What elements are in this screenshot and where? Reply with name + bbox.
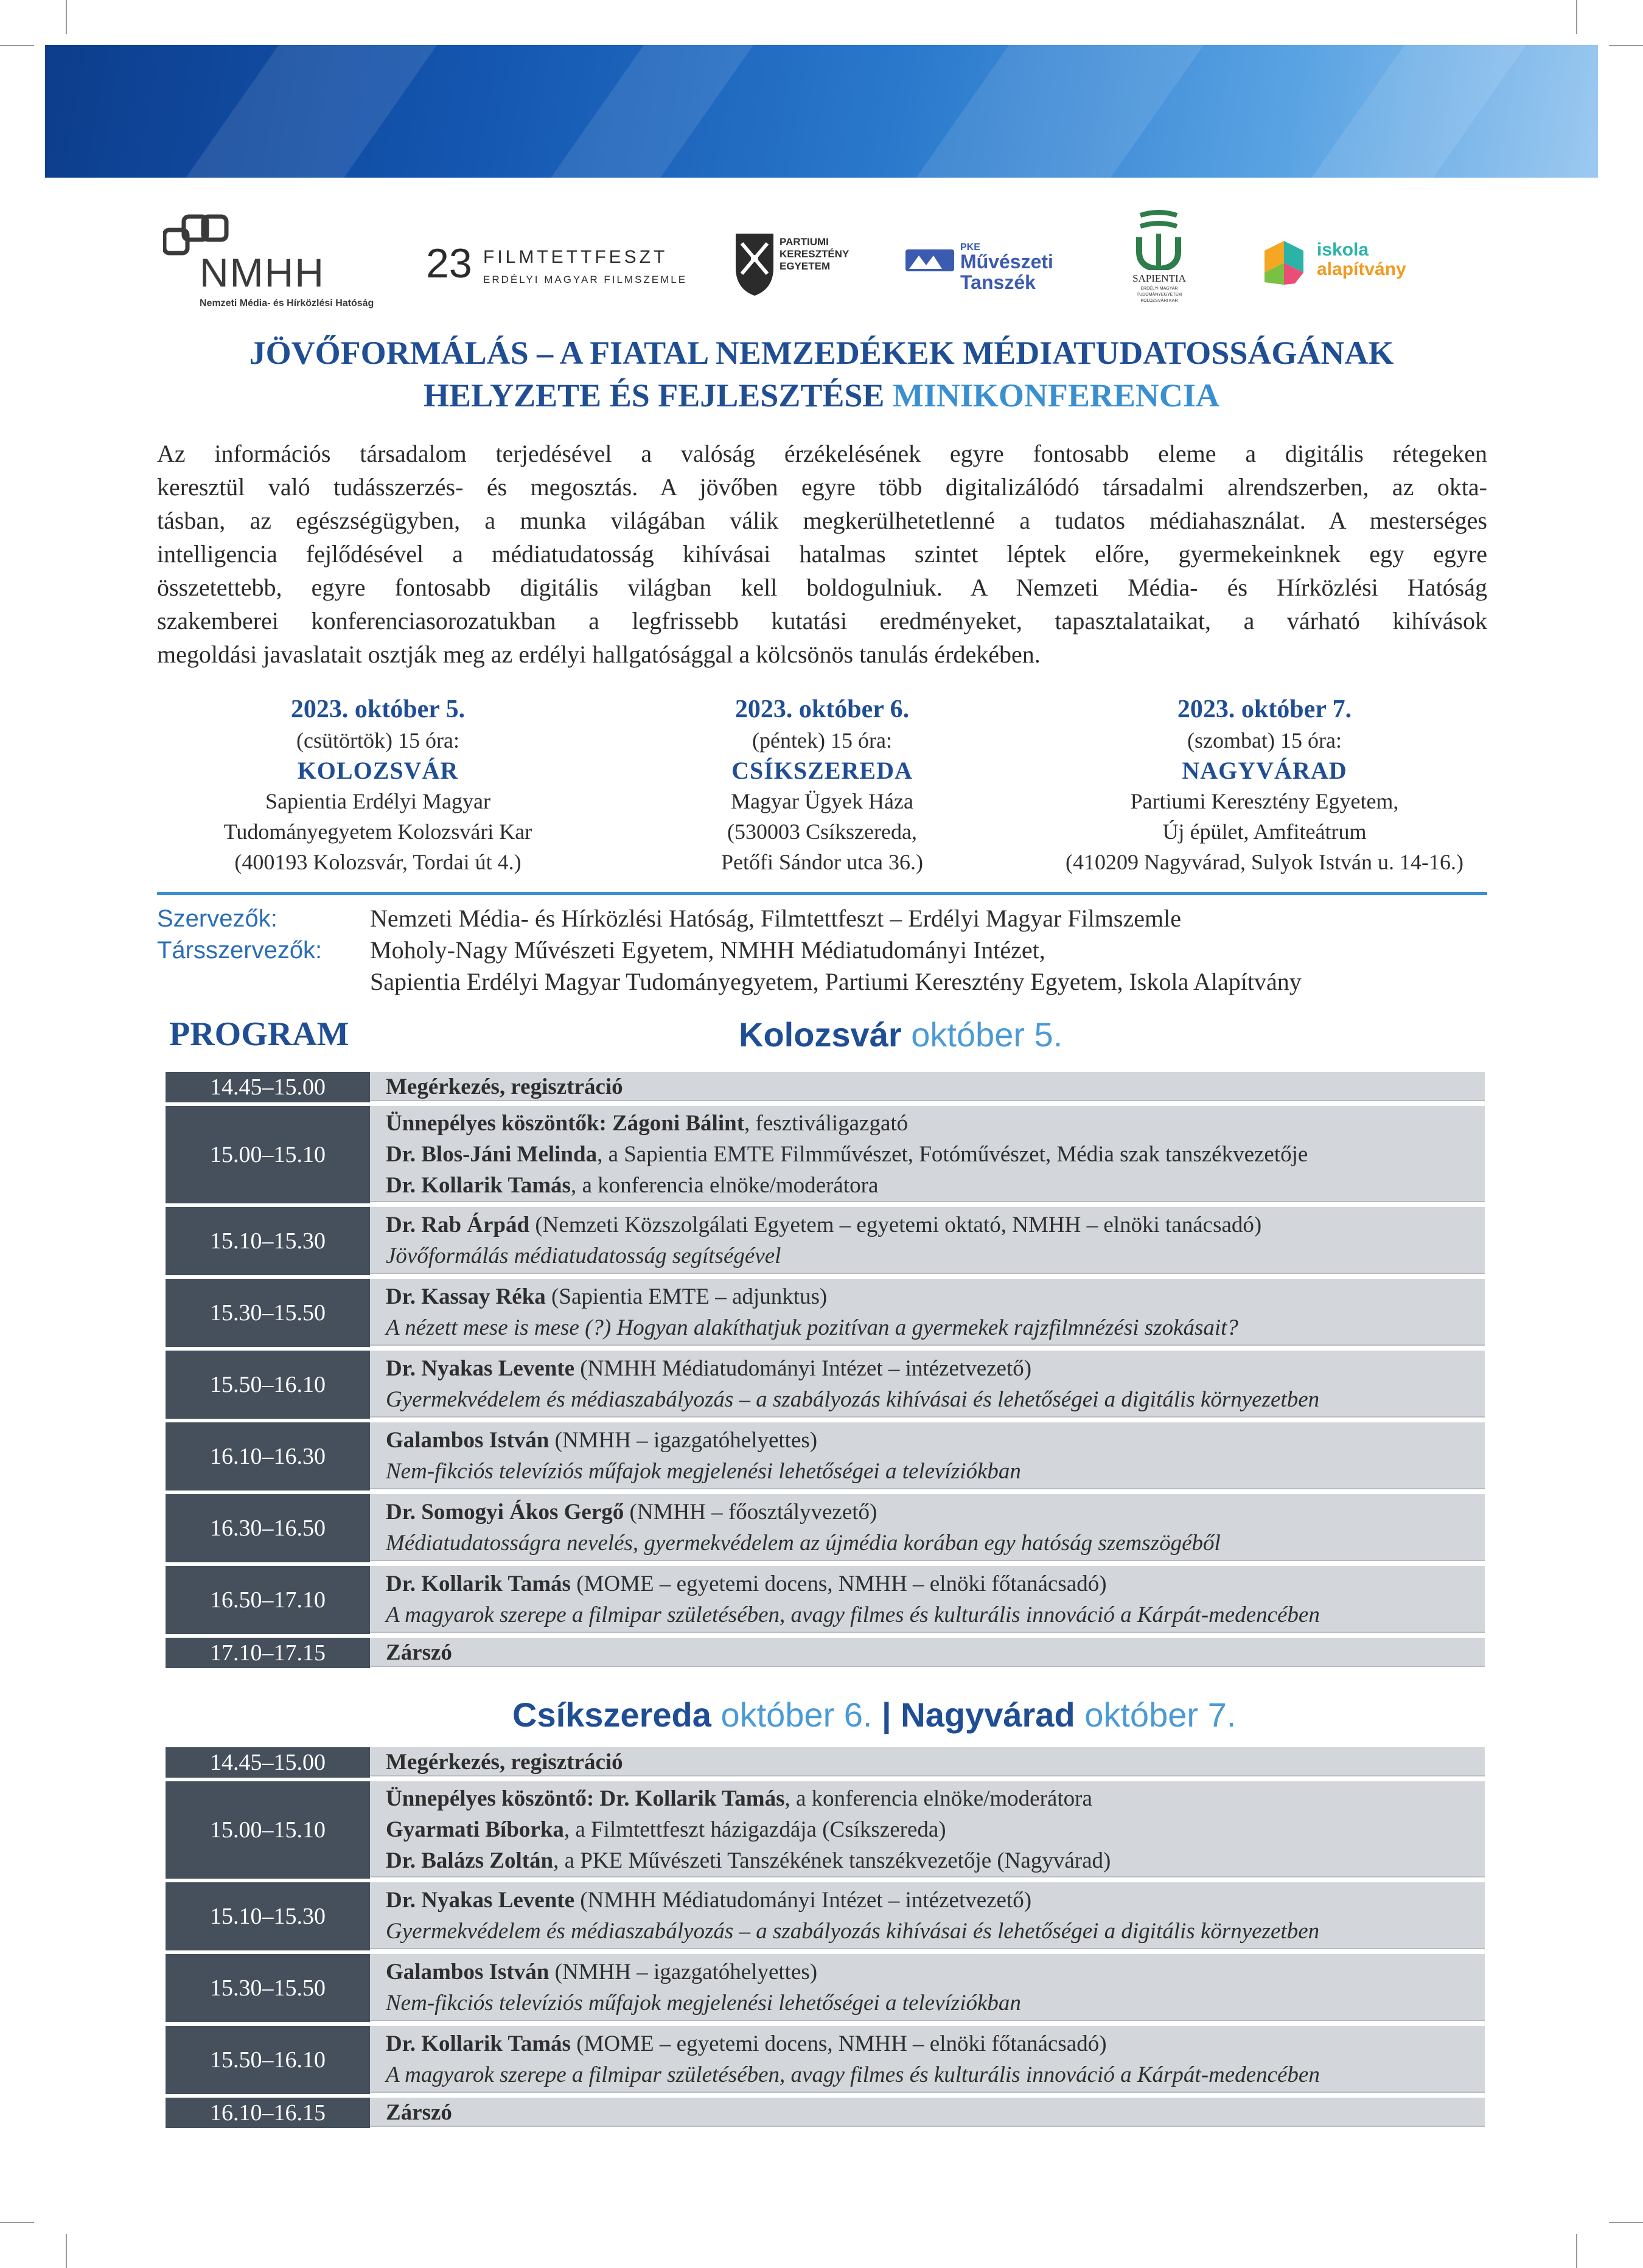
content-cell [370,2098,1485,2128]
time-cell: 16.10–16.30 [166,1422,370,1491]
speaker-name: Dr. Somogyi Ákos Gergő [386,1500,624,1525]
speaker-role: (NMHH Médiatudományi Intézet – intézetvezető) [574,1888,1032,1913]
sapientia-wordmark: SAPIENTIA [1132,273,1186,284]
table-row [166,1954,1485,2022]
page-title [85,332,1558,417]
content-cell [370,1279,1485,1347]
table-row [166,1747,1485,1778]
speaker-role: (NMHH – igazgatóhelyettes) [549,1428,818,1453]
table-row [166,1781,1485,1879]
event-nagyvarad [1033,694,1496,877]
section-2-date-2: október 7. [1084,1696,1237,1734]
content-cell [370,1566,1485,1634]
table-row [166,2026,1485,2094]
speaker-role: , a PKE Művészeti Tanszékének tanszékvezetője (Nagyvárad) [553,1848,1111,1873]
content-cell [370,1106,1485,1203]
table-row [166,1422,1485,1491]
table-row [166,1638,1485,1668]
event-address: Partiumi Keresztény Egyetem, [1130,789,1399,813]
event-address: Tudományegyetem Kolozsvári Kar [223,819,532,844]
pke-line-3: EGYETEM [780,260,831,272]
speaker-role: (MOME – egyetemi docens, NMHH – elnöki főtanácsadó) [570,2031,1107,2056]
content-cell [370,2026,1485,2094]
intro-line: keresztül való tudásszerzés- és megosztás. A jövőben egyre több digitalizálódó társadalmi alrendszerben, az okta- [157,473,1487,501]
content-cell [370,1781,1485,1879]
time-cell: 17.10–17.15 [166,1638,370,1668]
speaker-role: (Sapientia EMTE – adjunktus) [545,1284,828,1309]
speaker-name: Dr. Rab Árpád [386,1212,530,1237]
speaker-name: Ünnepélyes köszöntő: Dr. Kollarik Tamás [386,1786,785,1811]
section-1-city: Kolozsvár [739,1015,902,1054]
speaker-role: (NMHH Médiatudományi Intézet – intézetvezető) [574,1356,1032,1381]
intro-line: tásban, az egészségügyben, a munka világában válik megkerülhetetlenné a tudatos médiahasználat. A mesterséges [157,507,1487,534]
iskola-line-1: iskola [1317,240,1369,260]
crop-mark [0,45,34,46]
event-address: (410209 Nagyvárad, Sulyok István u. 14-16.) [1066,850,1463,874]
talk-title: A magyarok szerepe a filmipar születésében, avagy filmes és kulturális innováció a Kárpát-medencében [386,1602,1320,1627]
program-table-kolozsvar [166,1072,1485,1672]
speaker-role: , fesztiváligazgató [744,1110,909,1136]
intro-paragraph [157,437,1487,671]
title-line-1: JÖVŐFORMÁLÁS – A FIATAL NEMZEDÉKEK MÉDIATUDATOSSÁGÁNAK [249,335,1394,371]
event-date: 2023. október 6. [734,695,910,723]
event-day: (szombat) 15 óra: [1187,728,1342,753]
speaker-name: Dr. Kollarik Tamás [386,1571,571,1596]
intro-line: Az információs társadalom terjedésével a valóság érzékelésének egyre fontosabb eleme a digitális rétegeken [157,440,1487,467]
program-heading: PROGRAM [169,1015,349,1053]
event-address: Sapientia Erdélyi Magyar [265,789,490,813]
time-cell: 15.50–16.10 [166,1351,370,1419]
time-cell: 15.00–15.10 [166,1781,370,1879]
event-city: NAGYVÁRAD [1182,757,1347,784]
speaker-name: Gyarmati Bíborka [386,1817,564,1842]
filmtettfeszt-name: FILMTETTFESZT [483,247,668,267]
crop-mark [66,2234,67,2268]
iskola-line-2: alapítvány [1317,259,1406,279]
time-cell: 14.45–15.00 [166,1747,370,1778]
crop-mark [1609,45,1643,46]
crop-mark [0,2222,34,2223]
speaker-role: (NMHH – igazgatóhelyettes) [549,1960,818,1984]
title-line-2-dark: HELYZETE ÉS FEJLESZTÉSE [424,377,893,414]
table-row [166,1494,1485,1562]
speaker-role: , a konferencia elnöke/moderátora [570,1172,879,1198]
row-title: Megérkezés, regisztráció [386,1749,623,1775]
crop-mark [1576,0,1577,34]
crop-mark [1609,2222,1643,2223]
table-row [166,1279,1485,1347]
crop-mark [66,0,67,34]
talk-title: A magyarok szerepe a filmipar születésében, avagy filmes és kulturális innováció a Kárpát-medencében [386,2062,1320,2087]
intro-line: szakemberei konferenciasorozatukban a legfrissebb kutatási eredményeket, tapasztalataikat, a várható kihívások [157,607,1487,635]
pke-art-logo [905,242,1076,297]
header-banner [45,45,1598,178]
time-cell: 15.30–15.50 [166,1279,370,1347]
event-city: CSÍKSZEREDA [731,757,913,784]
event-address: Magyar Ügyek Háza [731,789,913,813]
content-cell [370,1954,1485,2022]
content-cell [370,1494,1485,1562]
event-address: Új épület, Amfiteátrum [1162,819,1367,844]
speaker-role: , a konferencia elnöke/moderátora [784,1786,1092,1811]
program-table-csikszereda-nagyvarad [166,1747,1485,2132]
speaker-name: Dr. Kassay Réka [386,1284,546,1309]
title-line-2 [85,374,1558,417]
pke-line-2: KERESZTÉNY [780,248,849,260]
speaker-name: Dr. Nyakas Levente [386,1356,575,1381]
event-address: Petőfi Sándor utca 36.) [721,850,923,874]
speaker-role: (NMHH – főosztályvezető) [624,1500,877,1525]
time-cell: 16.30–16.50 [166,1494,370,1562]
event-city: KOLOZSVÁR [297,757,459,784]
pke-art-line-2: Tanszék [960,271,1036,293]
talk-title: Jövőformálás médiatudatosság segítségével [386,1244,781,1268]
pke-art-line-1: Művészeti [960,251,1053,273]
intro-line: intelligencia fejlődésével a médiatudatosság kihívásai hatalmas szintet léptek előre, gyermekeinknek egy egyre [157,540,1487,568]
talk-title: Gyermekvédelem és médiaszabályozás – a szabályozás kihívásai és lehetőségei a digitális környezetben [386,1387,1320,1412]
talk-title: Médiatudatosságra nevelés, gyermekvédelem az újmédia korában egy hatóság szemszögéből [386,1531,1221,1556]
row-title: Zárszó [386,2099,452,2125]
table-row [166,1351,1485,1419]
title-line-2-light: MINIKONFERENCIA [892,377,1219,414]
section-2-date-1: október 6. [720,1696,873,1734]
table-row [166,2098,1485,2128]
iskola-mark-icon [1258,236,1310,287]
section-2-city-2: Nagyvárad [901,1696,1075,1734]
logo-row [0,207,1643,316]
filmtettfeszt-subtitle: ERDÉLYI MAGYAR FILMSZEMLE [483,274,688,285]
event-address: (530003 Csíkszereda, [727,819,917,844]
co-organizers-value: Sapientia Erdélyi Magyar Tudományegyetem, Partiumi Keresztény Egyetem, Iskola Alapítvány [370,968,1302,995]
organizers-label: Szervezők: [157,905,277,932]
speaker-role: , a Filmtettfeszt házigazdája (Csíkszereda) [563,1817,946,1842]
time-cell: 15.50–16.10 [166,2026,370,2094]
content-cell [370,1882,1485,1950]
speaker-name: Dr. Kollarik Tamás [386,1172,571,1198]
pke-logo [733,231,855,310]
speaker-role: (MOME – egyetemi docens, NMHH – elnöki főtanácsadó) [570,1571,1107,1596]
co-organizers-label: Társszervezők: [157,937,323,964]
section-2-city-1: Csíkszereda [512,1696,711,1734]
section-1-heading [739,1015,1062,1054]
divider [157,892,1487,895]
content-cell [370,1422,1485,1491]
speaker-name: Ünnepélyes köszöntők: Zágoni Bálint [386,1110,745,1136]
time-cell: 16.50–17.10 [166,1566,370,1634]
speaker-role: , a Sapientia EMTE Filmművészet, Fotóművészet, Média szak tanszékvezetője [597,1141,1308,1167]
intro-line: megoldási javaslatait osztják meg az erdélyi hallgatósággal a kölcsönös tanulás érdekében. [157,641,1041,668]
speaker-name: Galambos István [386,1960,549,1984]
time-cell: 15.10–15.30 [166,1882,370,1950]
row-title: Zárszó [386,1640,452,1665]
content-cell [370,1207,1485,1275]
event-date: 2023. október 7. [1177,695,1352,723]
table-row [166,1566,1485,1634]
talk-title: A nézett mese is mese (?) Hogyan alakíthatjuk pozitívan a gyermekek rajzfilmnézési szokásait? [386,1315,1238,1340]
talk-title: Nem-fikciós televíziós műfajok megjelenési lehetőségei a televíziókban [386,1991,1021,2016]
sapientia-subtitle: ERDÉLYI MAGYAR TUDOMÁNYEGYETEM KOLOZSVÁRI KAR [1136,287,1182,303]
event-address: (400193 Kolozsvár, Tordai út 4.) [234,850,522,874]
content-cell [370,1072,1485,1102]
pke-art-mark-icon [905,247,957,274]
event-day: (péntek) 15 óra: [752,728,892,753]
sapientia-crest-icon [1134,209,1183,270]
event-date: 2023. október 5. [290,695,466,723]
row-title: Megérkezés, regisztráció [386,1074,623,1099]
table-row [166,1106,1485,1203]
pke-line-1: PARTIUMI [780,236,829,248]
time-cell: 14.45–15.00 [166,1072,370,1102]
filmtettfeszt-number: 23 [426,240,472,287]
speaker-name: Dr. Kollarik Tamás [386,2031,571,2056]
nmhh-logo [159,213,385,310]
crop-mark [1576,2234,1577,2268]
event-day: (csütörtök) 15 óra: [296,728,459,753]
sapientia-logo [1120,209,1199,313]
organizers-value: Nemzeti Média- és Hírközlési Hatóság, Filmtettfeszt – Erdélyi Magyar Filmszemle [370,905,1181,932]
event-list [157,694,1487,876]
content-cell [370,1351,1485,1419]
speaker-role: (Nemzeti Közszolgálati Egyetem – egyetemi oktató, NMHH – elnöki tanácsadó) [529,1212,1262,1237]
time-cell: 15.30–15.50 [166,1954,370,2022]
speaker-name: Dr. Balázs Zoltán [386,1848,554,1873]
speaker-name: Dr. Blos-Jáni Melinda [386,1141,598,1167]
table-row [166,1882,1485,1950]
content-cell [370,1747,1485,1778]
intro-line: összetettebb, egyre fontosabb digitális világban kell boldogulniuk. A Nemzeti Média- és Hírközlési Hatóság [157,574,1487,601]
time-cell: 15.00–15.10 [166,1106,370,1203]
table-row [166,1207,1485,1275]
talk-title: Nem-fikciós televíziós műfajok megjelenési lehetőségei a televíziókban [386,1459,1021,1484]
section-2-separator: | [882,1696,891,1734]
section-2-heading [512,1695,1236,1734]
iskola-logo [1258,236,1429,291]
time-cell: 16.10–16.15 [166,2098,370,2128]
content-cell [370,1638,1485,1668]
pke-art-small: PKE [960,242,980,252]
filmtettfeszt-logo [426,240,688,304]
speaker-name: Galambos István [386,1428,549,1453]
nmhh-wordmark: NMHH [200,250,325,295]
table-row [166,1072,1485,1102]
time-cell: 15.10–15.30 [166,1207,370,1275]
nmhh-subtitle: Nemzeti Média- és Hírközlési Hatóság [200,298,374,308]
speaker-name: Dr. Nyakas Levente [386,1888,575,1913]
talk-title: Gyermekvédelem és médiaszabályozás – a szabályozás kihívásai és lehetőségei a digitális környezetben [386,1919,1320,1944]
event-csikszereda [601,694,1043,877]
co-organizers-value: Moholy-Nagy Művészeti Egyetem, NMHH Médiatudományi Intézet, [370,936,1045,964]
section-1-date: október 5. [911,1015,1063,1054]
pke-shield-icon [733,231,776,298]
event-kolozsvar [157,694,599,877]
